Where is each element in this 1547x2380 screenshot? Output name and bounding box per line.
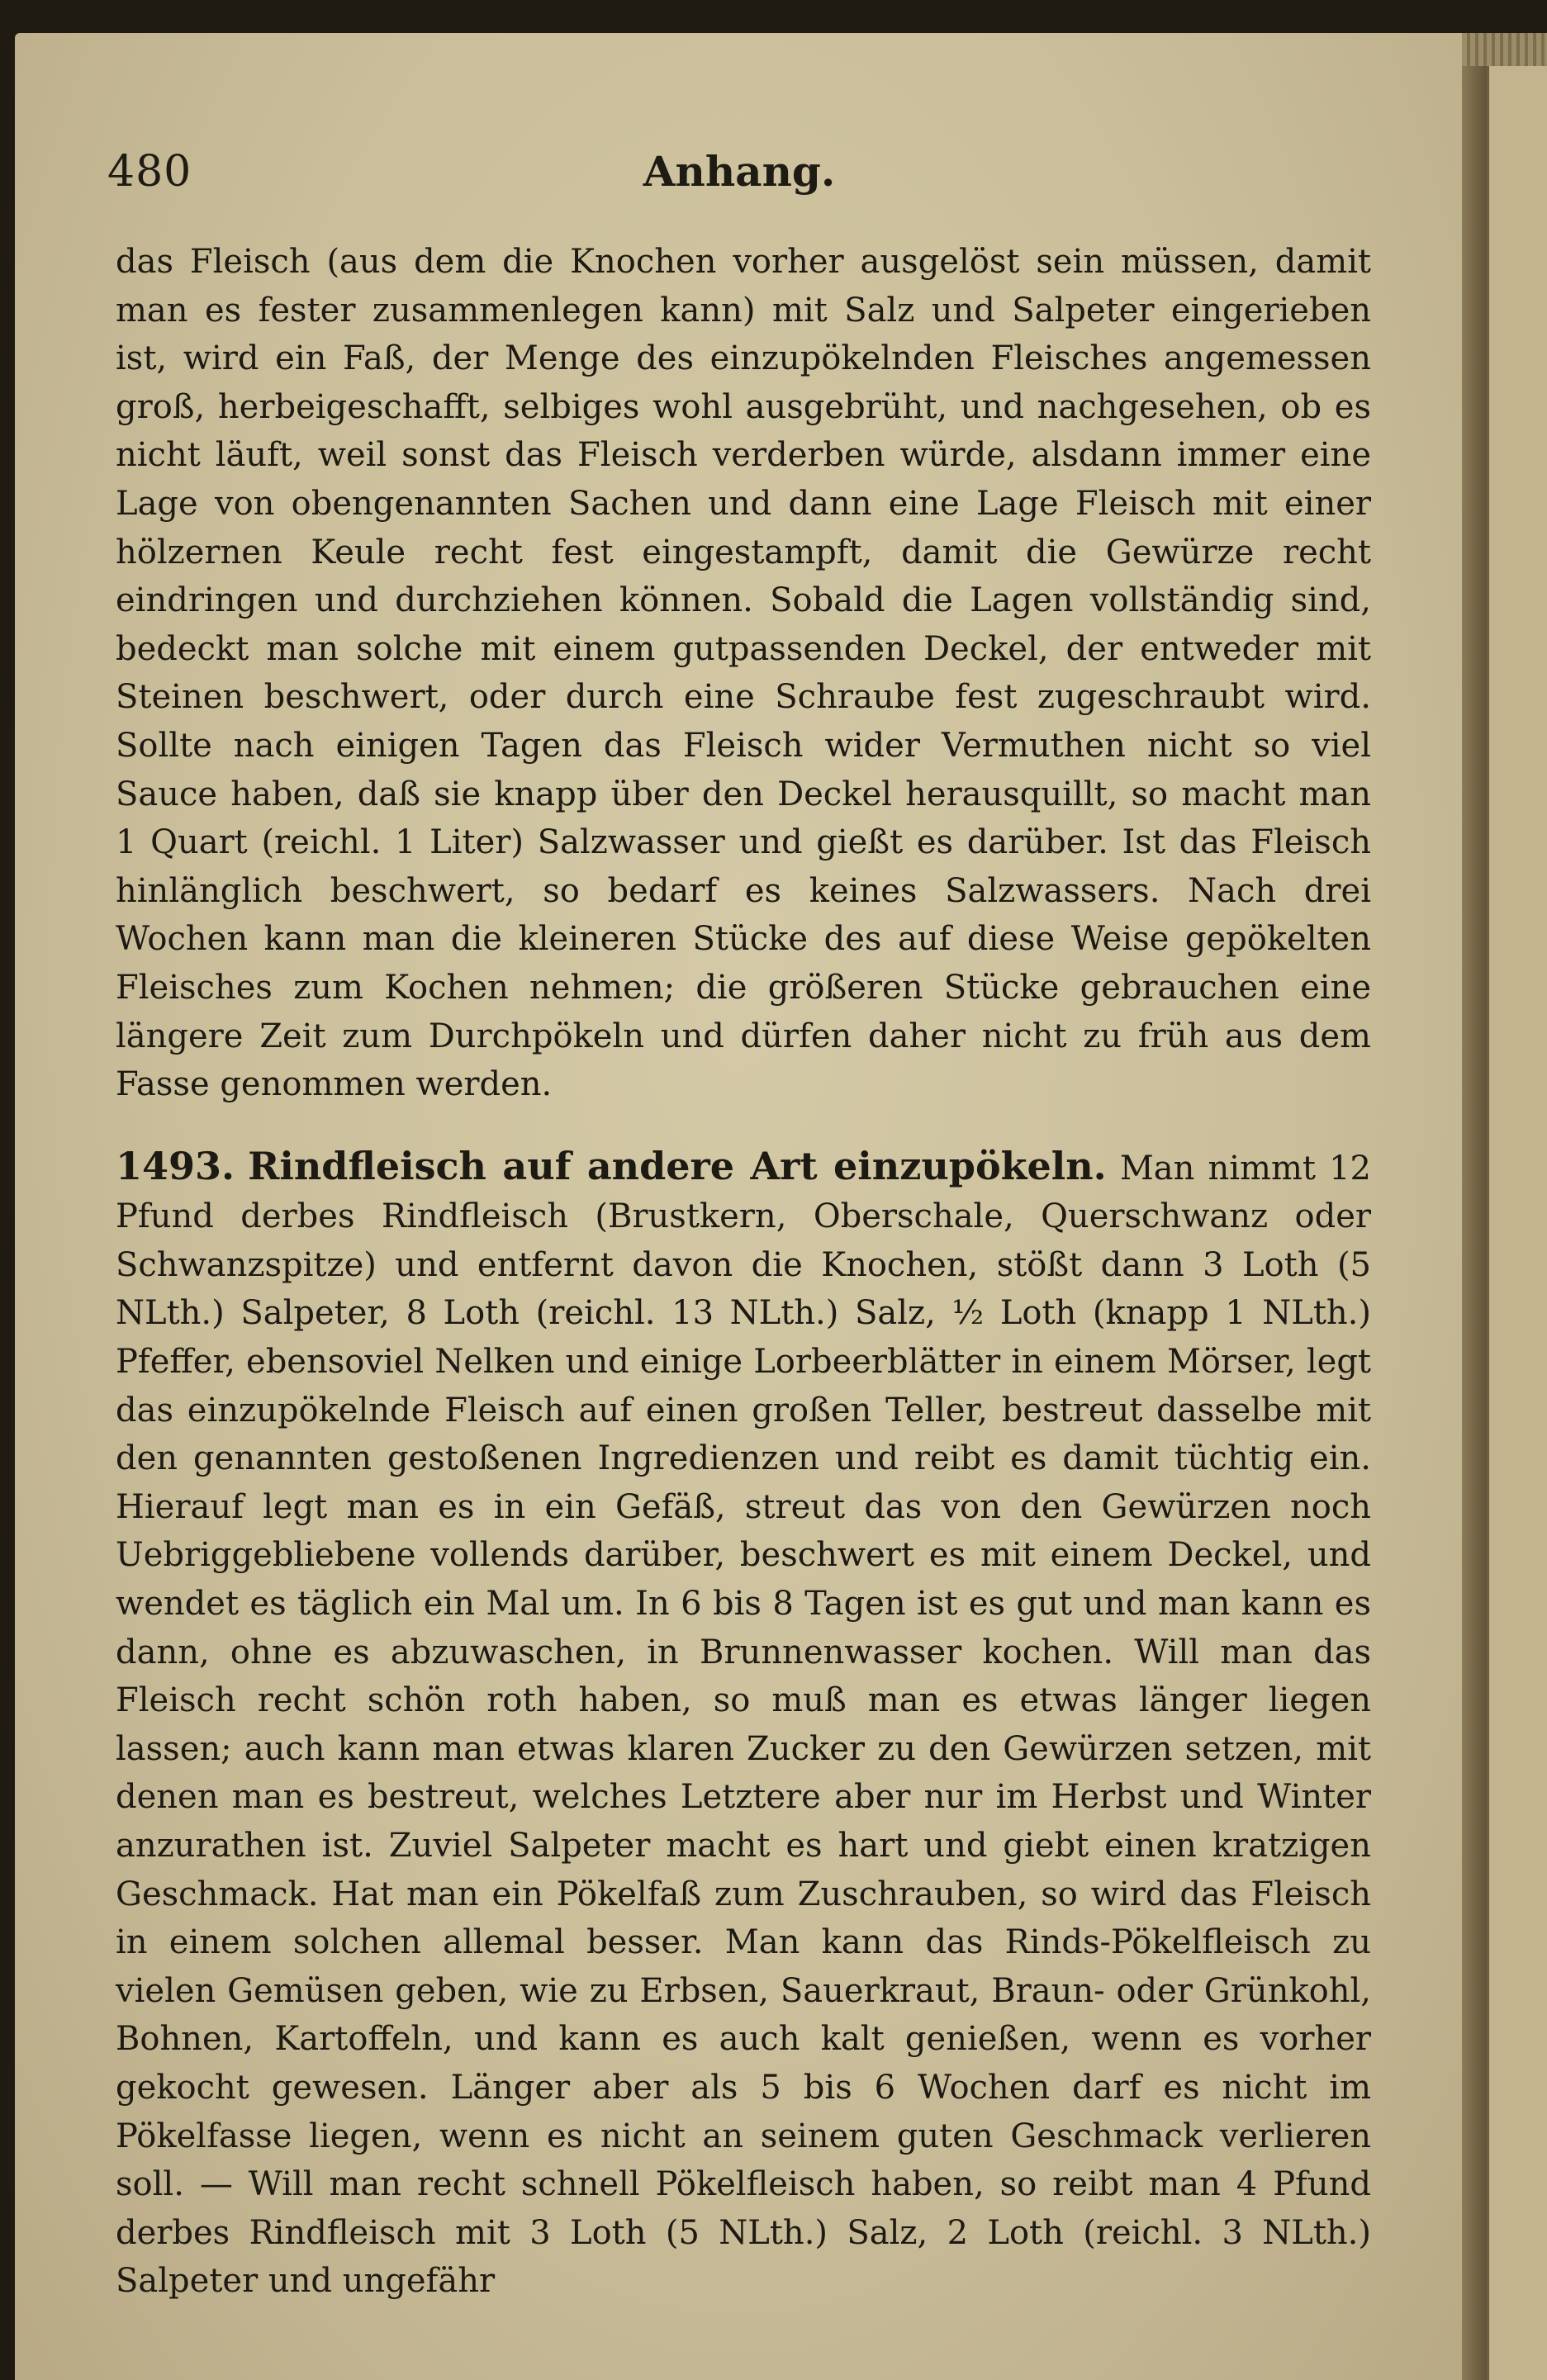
section-gap (116, 1109, 1371, 1142)
adjacent-page-edge (1487, 50, 1547, 2380)
running-title: Anhang. (643, 147, 836, 196)
recipe-1493 (116, 1142, 1371, 2306)
continuation-paragraph: das Fleisch (aus dem die Knochen vorher ausgelöst sein müssen, damit man es fester zusammenlegen kann) mit Salz und Salpeter eingerieben ist, wird ein Faß, der Menge des einzupökelnden Fleisches angemessen groß, herbeigeschafft, selbiges wohl ausgebrüht, und nachgesehen, ob es nicht läuft, weil sonst das Fleisch verderben würde, alsdann immer eine Lage von obengenannten Sachen und dann eine Lage Fleisch mit einer hölzernen Keule recht fest eingestampft, damit die Gewürze recht eindringen und durchziehen können. Sobald die Lagen vollständig sind, bedeckt man solche mit einem gutpassenden Deckel, der entweder mit Steinen beschwert, oder durch eine Schraube fest zugeschraubt wird. Sollte nach einigen Tagen das Fleisch wider Vermuthen nicht so viel Sauce haben, daß sie knapp über den Deckel herausquillt, so macht man 1 Quart (reichl. 1 Liter) Salzwasser und gießt es darüber. Ist das Fleisch hinlänglich beschwert, so bedarf es keines Salzwassers. Nach drei Wochen kann man die kleineren Stücke des auf diese Weise gepökelten Fleisches zum Kochen nehmen; die größeren Stücke gebrauchen eine längere Zeit zum Durchpökeln und dürfen daher nicht zu früh aus dem Fasse genommen werden. (116, 243, 1371, 1104)
page-body (116, 238, 1371, 2306)
recipe-number: 1493. (116, 1143, 235, 1188)
recipe-text: Man nimmt 12 Pfund derbes Rindfleisch (Brustkern, Oberschale, Querschwanz oder Schwanzspitze) und entfernt davon die Knochen, stößt dann 3 Loth (5 NLth.) Salpeter, 8 Loth (reichl. 13 NLth.) Salz, ½ Loth (knapp 1 NLth.) Pfeffer, ebensoviel Nelken und einige Lorbeerblätter in einem Mörser, legt das einzupökelnde Fleisch auf einen großen Teller, bestreut dasselbe mit den genannten gestoßenen Ingredienzen und reibt es damit tüchtig ein. Hierauf legt man es in ein Gefäß, streut das von den Gewürzen noch Uebriggebliebene vollends darüber, beschwert es mit einem Deckel, und wendet es täglich ein Mal um. In 6 bis 8 Tagen ist es gut und man kann es dann, ohne es abzuwaschen, in Brunnenwasser kochen. Will man das Fleisch recht schön roth haben, so muß man es etwas länger liegen lassen; auch kann man etwas klaren Zucker zu den Gewürzen setzen, mit denen man es bestreut, welches Letztere aber nur im Herbst und Winter anzurathen ist. Zuviel Salpeter macht es hart und giebt einen kratzigen Geschmack. Hat man ein Pökelfaß zum Zuschrauben, so wird das Fleisch in einem solchen allemal besser. Man kann das Rinds-Pökelfleisch zu vielen Gemüsen geben, wie zu Erbsen, Sauerkraut, Braun- oder Grünkohl, Bohnen, Kartoffeln, und kann es auch kalt genießen, wenn es vorher gekocht gewesen. Länger aber als 5 bis 6 Wochen darf es nicht im Pökelfasse liegen, wenn es nicht an seinem guten Geschmack verlieren soll. — Will man recht schnell Pökelfleisch haben, so reibt man 4 Pfund derbes Rindfleisch mit 3 Loth (5 NLth.) Salz, 2 Loth (reichl. 3 NLth.) Salpeter und ungefähr (116, 1149, 1371, 2301)
recipe-title: Rindfleisch auf andere Art einzupökeln. (248, 1143, 1107, 1188)
page-header (107, 147, 1371, 205)
page-number: 480 (107, 147, 192, 197)
